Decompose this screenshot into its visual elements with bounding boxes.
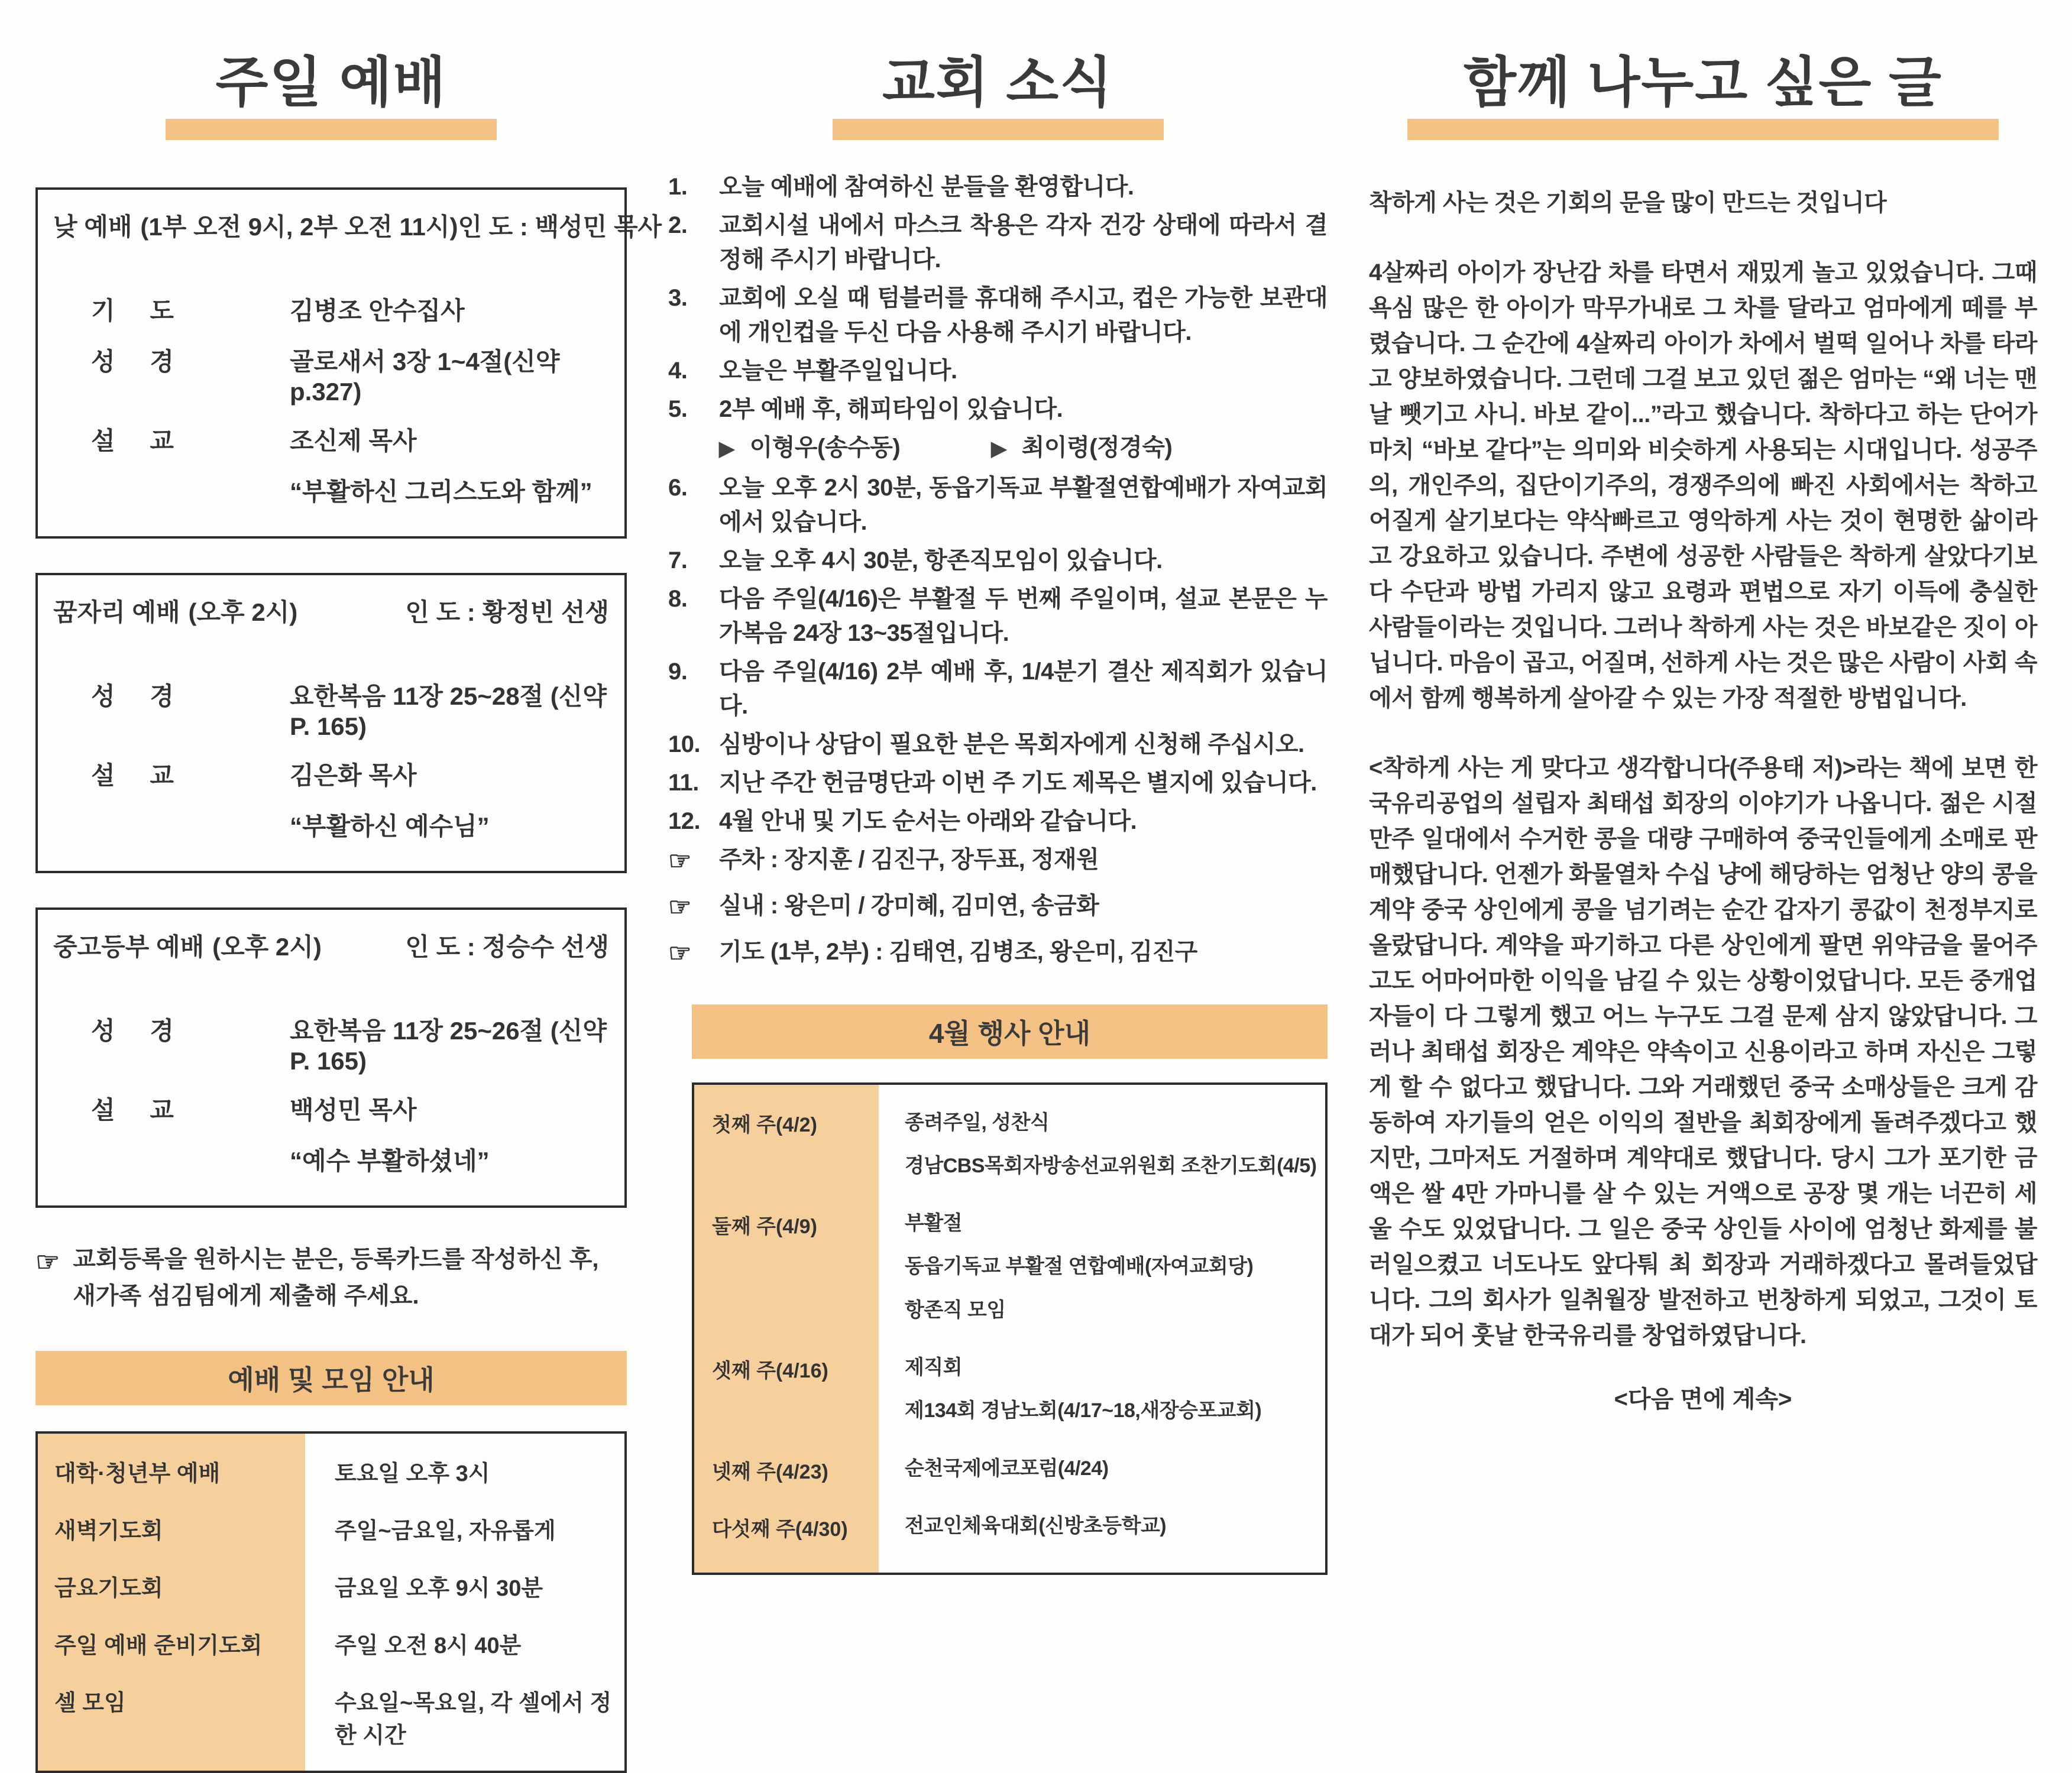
service-header: [53, 208, 662, 243]
duty-text: 기도 (1부, 2부) : 김태연, 김병조, 왕은미, 김진구: [719, 938, 1197, 965]
item-number: 7.: [668, 547, 688, 574]
april-events-banner: 4월 행사 안내: [692, 1004, 1328, 1059]
event-text: 전교인체육대회(신방초등학교): [905, 1514, 1167, 1537]
service-row: [53, 756, 609, 792]
row-value: 요한복음 11장 25~28절 (신약 P. 165): [290, 682, 607, 741]
essay-paragraph-book: <착하게 사는 게 맞다고 생각합니다(주용태 저)>라는 책에 보면 한국유리공업의 설립자 최태섭 회장의 이야기가 나옵니다. 젊은 시절 만주 일대에서 수거한 콩을 대량 구매하여 중국인들에게 소매로 판매했답니다. 언젠가 화물열차 수십 냥에 해당하는 엄청난 양의 콩을 계약 중국 상인에게 콩을 넘기려는 순간 갑자기 콩값이 천정부지로 올랐답니다. 계약을 파기하고 다른 상인에게 팔면 위약금을 물어주고도 어마어마한 이익을 남길 수 있는 상황이었답니다. 모든 중개업자들이 다 그렇게 했고 어느 누구도 그걸 문제 삼지 않았답니다. 그러나 최태섭 회장은 계약은 약속이고 신용이라고 하며 자신은 그렇게 할 수 없다고 했답니다. 그와 거래했던 중국 소매상들은 크게 감동하여 자기들의 얻은 이익의 절반을 최회장에게 돌려주겠다고 했지만, 그마저도 거절하며 계약대로 했답니다. 당시 그가 포기한 금액은 쌀 4만 가마니를 살 수 있는 거액으로 공장 몇 개는 너끈히 세울 수도 있었답니다. 그 일은 중국 상인들 사이에 엄청난 화제를 불러일으켰고 너도나도 앞다퉈 최 회장과 거래하겠다고 몰려들었답니다. 그의 회사가 일취월장 발전하고 번창하게 되었고, 그것이 토대가 되어 훗날 한국유리를 창업하였답니다.: [1369, 755, 2037, 1349]
row-label: 설 교: [91, 761, 174, 790]
service-name: 낮 예배: [53, 213, 132, 241]
registration-note: [35, 1241, 627, 1314]
meeting-name: 새벽기도회: [38, 1500, 305, 1557]
service-time: (오후 2시): [188, 598, 298, 627]
service-row: [53, 422, 609, 457]
news-list: [668, 170, 1328, 972]
row-value: 요한복음 11장 25~26절 (신약 P. 165): [290, 1017, 607, 1075]
row-label: 성 경: [91, 348, 174, 376]
meeting-name: 대학·청년부 예배: [38, 1434, 305, 1500]
pointing-hand-icon: ☞: [668, 847, 691, 876]
pointing-hand-icon: ☞: [668, 892, 691, 922]
continued-next-page-note: <다음 면에 계속>: [1614, 1386, 1792, 1413]
triangle-bullet-icon: ▶: [719, 437, 734, 461]
item-text: 오늘 오후 2시 30분, 동읍기독교 부활절연합예배가 자여교회에서 있습니다.: [719, 475, 1328, 536]
week-events: [879, 1198, 1325, 1343]
item-number: 10.: [668, 731, 701, 758]
item-text: 다음 주일(4/16)은 부활절 두 번째 주일이며, 설교 본문은 누가복음 24장 13~35절입니다.: [719, 586, 1328, 647]
list-item: [668, 471, 1328, 539]
row-label: 설 교: [91, 1096, 174, 1124]
item-text: 오늘 오후 4시 30분, 항존직모임이 있습니다.: [719, 547, 1163, 574]
item-text: 교회시설 내에서 마스크 착용은 각자 건강 상태에 따라서 결정해 주시기 바랍니다.: [719, 212, 1328, 273]
list-item: [668, 170, 1328, 204]
item-number: 3.: [668, 285, 688, 312]
table-row: [694, 1444, 1325, 1501]
event-text: 경남CBS목회자방송선교위원회 조찬기도회(4/5): [905, 1154, 1317, 1177]
event-text: 제134회 경남노회(4/17~18,새장승포교회): [905, 1399, 1262, 1422]
list-item: [668, 654, 1328, 723]
item-number: 4.: [668, 358, 688, 384]
row-label: 설 교: [91, 427, 174, 455]
happytime-host: [991, 430, 1172, 465]
list-item: [668, 582, 1328, 650]
service-header: [53, 928, 609, 963]
meetings-banner: 예배 및 모임 안내: [35, 1351, 627, 1405]
happytime-hosts-row: [668, 430, 1328, 465]
item-text: 오늘 예배에 참여하신 분들을 환영합니다.: [719, 174, 1134, 200]
item-number: 8.: [668, 586, 688, 612]
week-events: [879, 1343, 1325, 1444]
essay-paragraph-story: 4살짜리 아이가 장난감 차를 타면서 재밌게 놀고 있었습니다. 그때 욕심 많은 한 아이가 막무가내로 그 차를 달라고 엄마에게 떼를 부렸습니다. 그 순간에 4살짜리 아이가 차에서 벌떡 일어나 차를 타라고 양보하였습니다. 그런데 그걸 보고 있던 젊은 엄마는 “왜 너는 맨날 뺏기고 사니. 바보 같이...”라고 했습니다. 착하다고 하는 단어가 마치 “바보 같다”는 의미와 비슷하게 사용되는 시대입니다. 성공주의, 개인주의, 집단이기주의, 경쟁주의에 빠진 사회에서는 착하고 어질게 살기보다는 약삭빠르고 영악하게 사는 것이 현명한 삶이라고 강요하고 있습니다. 주변에 성공한 사람들은 착하게 살았다기보다 수단과 방법 가리지 않고 요령과 편법으로 자기 이득에 충실한 사람들이라는 것입니다. 그러나 착하게 사는 것은 바보같은 짓이 아닙니다. 마음이 곱고, 어질며, 선하게 사는 것은 많은 사람이 사회 속에서 함께 행복하게 살아갈 수 있는 가장 적절한 방법입니다.: [1369, 260, 2037, 712]
service-row: [53, 1091, 609, 1126]
service-row: [53, 291, 609, 327]
title-underline-bar: [833, 119, 1164, 140]
item-number: 5.: [668, 396, 688, 423]
item-text: 교회에 오실 때 텀블러를 휴대해 주시고, 컵은 가능한 보관대에 개인컵을 두신 다음 사용해 주시기 바랍니다.: [719, 285, 1328, 346]
service-name-time: [53, 208, 458, 243]
meeting-time: 수요일~목요일, 각 셀에서 정한 시간: [335, 1691, 612, 1749]
duty-row-indoor: [668, 889, 1328, 926]
table-row: [694, 1198, 1325, 1343]
church-news-title: 교회 소식: [882, 53, 1114, 113]
sunday-worship-title: 주일 예배: [215, 53, 447, 113]
meeting-time: 주일 오전 8시 40분: [335, 1633, 522, 1659]
item-text: 오늘은 부활주일입니다.: [719, 358, 957, 384]
service-header: [53, 593, 609, 628]
service-leader: 인 도 : 황정빈 선생: [405, 598, 609, 627]
table-row: [694, 1501, 1325, 1573]
meeting-time: 토요일 오후 3시: [335, 1461, 490, 1487]
sermon-title-quote: “부활하신 그리스도와 함께”: [290, 478, 593, 506]
item-number: 6.: [668, 475, 688, 501]
item-number: 11.: [668, 770, 699, 796]
item-text: 다음 주일(4/16) 2부 예배 후, 1/4분기 결산 제직회가 있습니다.: [719, 659, 1328, 719]
event-text: 동읍기독교 부활절 연합예배(자여교회당): [905, 1255, 1254, 1278]
service-name-time: [53, 593, 297, 628]
row-value: 백성민 목사: [290, 1096, 417, 1124]
duty-row-parking: [668, 842, 1328, 880]
event-text: 항존직 모임: [905, 1298, 1006, 1321]
item-number: 1.: [668, 174, 688, 200]
list-item: [668, 543, 1328, 578]
service-box-youth-worship: [35, 907, 627, 1208]
duty-text: 주차 : 장지훈 / 김진구, 장두표, 정재원: [719, 847, 1099, 873]
essay-title: 함께 나누고 싶은 글: [1464, 53, 1942, 113]
essay-title-block: [1369, 53, 2037, 140]
week-label: 셋째 주(4/16): [694, 1343, 879, 1444]
table-row: [694, 1343, 1325, 1444]
row-label: 성 경: [91, 1017, 174, 1045]
pointing-hand-icon: ☞: [668, 938, 691, 968]
host-name: 이형우(송수동): [749, 435, 901, 461]
week-label: 다섯째 주(4/30): [694, 1501, 879, 1573]
title-underline-bar: [1407, 119, 1999, 140]
week-label: 둘째 주(4/9): [694, 1198, 879, 1343]
service-leader: 인 도 : 백성민 목사: [458, 213, 662, 241]
list-item: [668, 392, 1328, 426]
registration-note-text: 교회등록을 원하시는 분은, 등록카드를 작성하신 후, 새가족 섬김팀에게 제출해 주세요.: [73, 1246, 599, 1310]
meeting-name: 셀 모임: [38, 1672, 305, 1771]
service-row: [53, 677, 609, 741]
table-row: [38, 1557, 624, 1615]
service-detail-rows: [53, 1012, 609, 1177]
list-item: [668, 766, 1328, 800]
week-label: 첫째 주(4/2): [694, 1085, 879, 1199]
item-text: 심방이나 상담이 필요한 분은 목회자에게 신청해 주십시오.: [719, 731, 1304, 758]
sermon-title-quote: “부활하신 예수님”: [290, 812, 490, 841]
row-value: 조신제 목사: [290, 427, 417, 455]
item-number: 2.: [668, 212, 688, 239]
happytime-host: [719, 430, 900, 465]
pointing-hand-icon: ☞: [35, 1246, 60, 1278]
table-row: [38, 1672, 624, 1771]
sermon-title-quote: “예수 부활하셨네”: [290, 1147, 490, 1175]
service-name: 꿈자리 예배: [53, 598, 180, 627]
section-sunday-worship: [35, 35, 662, 1749]
row-value: 김병조 안수집사: [290, 297, 465, 325]
service-row: [53, 1012, 609, 1075]
table-row: [694, 1085, 1325, 1199]
item-number: 9.: [668, 659, 688, 685]
church-news-title-block: [668, 53, 1328, 140]
table-row: [38, 1434, 624, 1500]
title-underline-bar: [166, 119, 497, 140]
item-text: 지난 주간 헌금명단과 이번 주 기도 제목은 별지에 있습니다.: [719, 770, 1317, 796]
event-text: 종려주일, 성찬식: [905, 1111, 1050, 1134]
service-leader: 인 도 : 정승수 선생: [405, 933, 609, 961]
service-time: (오후 2시): [212, 933, 322, 961]
service-name: 중고등부 예배: [53, 933, 205, 961]
list-item: [668, 354, 1328, 388]
meeting-time: 주일~금요일, 자유롭게: [335, 1519, 556, 1544]
row-label: 기 도: [91, 297, 174, 325]
service-name-time: [53, 928, 322, 963]
list-item: [668, 804, 1328, 838]
event-text: 순천국제에코포럼(4/24): [905, 1457, 1109, 1480]
service-row: [53, 342, 609, 406]
meetings-table: [35, 1431, 627, 1773]
week-events: [879, 1444, 1325, 1501]
list-item: [668, 727, 1328, 761]
service-detail-rows: [53, 291, 609, 508]
meeting-name: 금요기도회: [38, 1557, 305, 1615]
item-number: 12.: [668, 808, 701, 835]
row-value: 김은화 목사: [290, 761, 417, 790]
meeting-name: 주일 예배 준비기도회: [38, 1615, 305, 1672]
row-value: 골로새서 3장 1~4절(신약 p.327): [290, 348, 560, 406]
service-detail-rows: [53, 677, 609, 842]
sunday-worship-title-block: [35, 53, 627, 140]
list-item: [668, 208, 1328, 277]
table-row: [38, 1500, 624, 1557]
service-box-day-worship: [35, 187, 662, 539]
event-text: 제직회: [905, 1356, 963, 1379]
section-shared-essay: [1369, 35, 2037, 1466]
event-text: 부활절: [905, 1212, 963, 1235]
section-church-news: [668, 35, 1328, 1541]
april-events-table: [692, 1082, 1328, 1576]
duty-text: 실내 : 왕은미 / 강미혜, 김미연, 송금화: [719, 892, 1099, 919]
table-row: [38, 1615, 624, 1672]
service-time: (1부 오전 9시, 2부 오전 11시): [140, 213, 458, 241]
service-box-dream-worship: [35, 573, 627, 873]
meeting-time: 금요일 오후 9시 30분: [335, 1576, 543, 1602]
week-events: [879, 1085, 1325, 1199]
item-text: 2부 예배 후, 해피타임이 있습니다.: [719, 396, 1063, 423]
item-text: 4월 안내 및 기도 순서는 아래와 같습니다.: [719, 808, 1137, 835]
essay-lead-line: 착하게 사는 것은 기회의 문을 많이 만드는 것입니다: [1369, 190, 1887, 216]
duty-row-prayer: [668, 935, 1328, 973]
host-name: 최이령(정경숙): [1021, 435, 1173, 461]
row-label: 성 경: [91, 682, 174, 711]
week-label: 넷째 주(4/23): [694, 1444, 879, 1501]
week-events: [879, 1501, 1325, 1573]
list-item: [668, 281, 1328, 349]
triangle-bullet-icon: ▶: [991, 437, 1006, 461]
